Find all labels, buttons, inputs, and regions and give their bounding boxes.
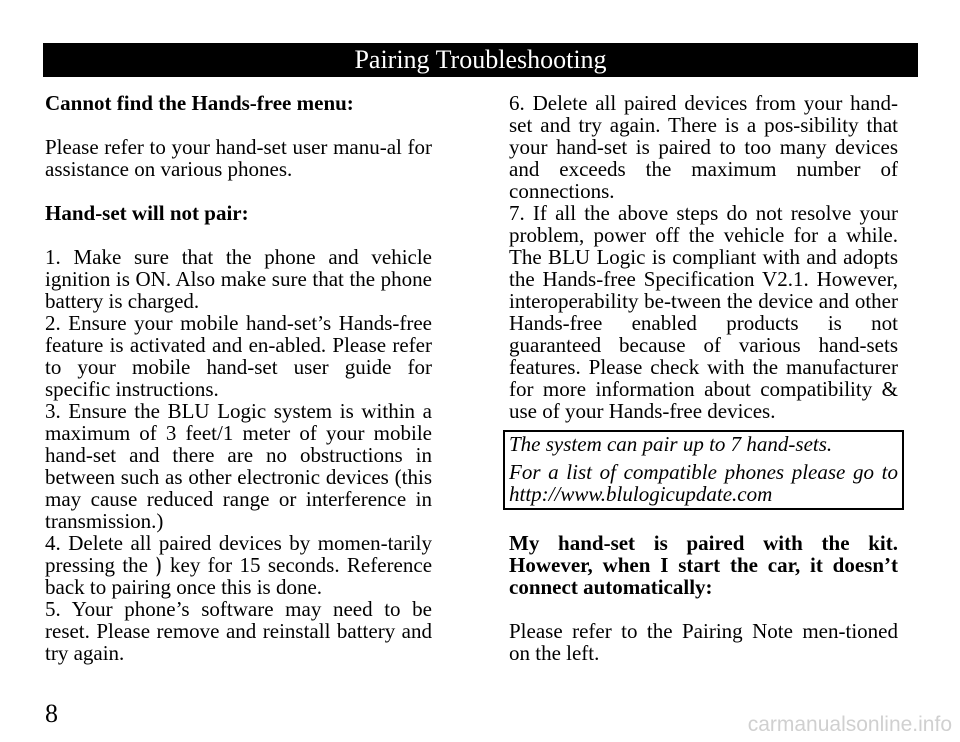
note-pairing-limit: The system can pair up to 7 hand-sets. [509,432,833,456]
page-number: 8 [45,699,58,728]
watermark: carmanualsonline.info [747,713,952,736]
step-5: 5. Your phone’s software may need to be reset. Please remove and reinstall battery and try again. [45,597,432,665]
note-box [503,430,904,510]
step-7: 7. If all the above steps do not resolve your problem, power off the vehicle for a while. The BLU Logic is compliant with and adopts the Hands-free Specification V2.1. However, interoperability be-tween the device and other Hands-free enabled products is not guaranteed because of various hand-sets features. Please check with the manufacturer for more information about compatibility & use of your Hands-free devices. [509,201,898,423]
step-4-text-b: key for 15 seconds. Reference back to pairing once this is done. [45,553,433,599]
step-4-text-a: 4. Delete all paired devices by momen-tarily pressing the [45,531,432,577]
step-4 [45,532,432,598]
note-compatible-phones: For a list of compatible phones please go to http://www.blulogicupdate.com [509,460,898,506]
step-6: 6. Delete all paired devices from your hand-set and try again. There is a pos-sibility that your hand-set is paired to too many devices and exceeds the maximum number of connections. [509,91,898,203]
phone-hangup-key-icon: ) [156,552,162,577]
right-column [509,92,898,664]
paragraph-hands-free-menu: Please refer to your hand-set user manu-al for assistance on various phones. [45,135,432,181]
step-2: 2. Ensure your mobile hand-set’s Hands-free feature is activated and en-abled. Please refer to your mobile hand-set user guide for specific instructions. [45,311,432,401]
section-heading-hands-free-menu: Cannot find the Hands-free menu: [45,91,354,115]
section-heading-will-not-pair: Hand-set will not pair: [45,201,249,225]
page-title: Pairing Troubleshooting [43,43,918,77]
step-3: 3. Ensure the BLU Logic system is within a maximum of 3 feet/1 meter of your mobile hand-set and there are no obstructions in between such as other electronic devices (this may cause reduced range or interference in transmission.) [45,399,432,533]
left-column [45,92,432,664]
paragraph-auto-connect: Please refer to the Pairing Note men-tioned on the left. [509,619,898,665]
section-heading-auto-connect: My hand-set is paired with the kit. However, when I start the car, it doesn’t connect automatically: [509,531,898,599]
step-1: 1. Make sure that the phone and vehicle ignition is ON. Also make sure that the phone battery is charged. [45,245,432,313]
